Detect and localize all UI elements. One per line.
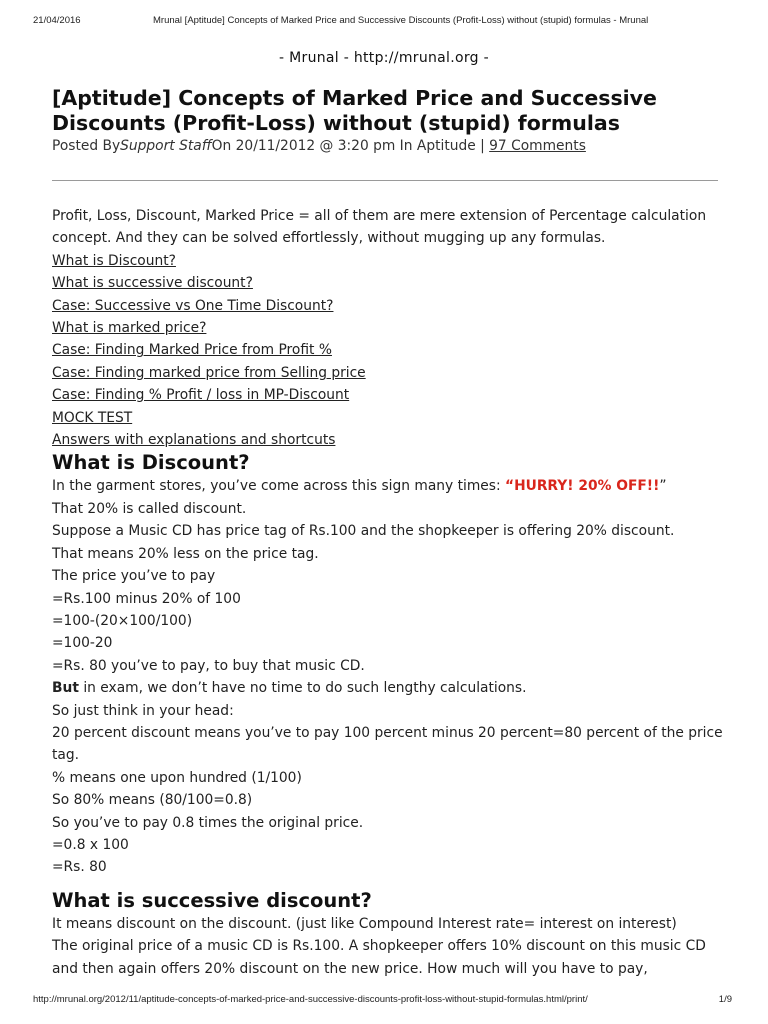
discount-line: % means one upon hundred (1/100) (52, 769, 302, 786)
but-word: But (52, 680, 79, 697)
successive-line: It means discount on the discount. (just like Compound Interest rate= interest on interest) (52, 915, 677, 932)
discount-line: The price you’ve to pay (52, 568, 216, 585)
table-of-contents (52, 250, 727, 452)
discount-line: =0.8 x 100 (52, 836, 129, 853)
toc-link-mp-from-profit[interactable]: Case: Finding Marked Price from Profit % (52, 342, 332, 359)
discount-line: So 80% means (80/100=0.8) (52, 792, 253, 809)
site-name: - Mrunal - http://mrunal.org - (279, 50, 489, 66)
intro-paragraph: Profit, Loss, Discount, Marked Price = all of them are mere extension of Percentage calculation concept. And they can be solved effortlessly, without mugging up any formulas. (52, 208, 707, 247)
discount-line: =Rs. 80 you’ve to pay, to buy that music CD. (52, 657, 365, 674)
toc-link-answers[interactable]: Answers with explanations and shortcuts (52, 432, 336, 449)
discount-line: So you’ve to pay 0.8 times the original price. (52, 814, 364, 831)
discount-line: =Rs. 80 (52, 859, 107, 876)
discount-line: =100-(20×100/100) (52, 612, 193, 629)
print-url: http://mrunal.org/2012/11/aptitude-concepts-of-marked-price-and-successive-discounts-profit-loss-without-stupid-formulas.html/print/ (33, 994, 588, 1005)
toc-link-successive-vs-one-time[interactable]: Case: Successive vs One Time Discount? (52, 297, 334, 314)
page-number: 1/9 (718, 994, 732, 1005)
discount-line: So just think in your head: (52, 702, 234, 719)
toc-link-what-is-discount[interactable]: What is Discount? (52, 252, 176, 269)
successive-line: The original price of a music CD is Rs.100. A shopkeeper offers 10% discount on this music CD and then again offers 20% discount on the new price. How much will you have to pay, (52, 938, 706, 977)
toc-link-mp-from-selling-price[interactable]: Case: Finding marked price from Selling price (52, 364, 366, 381)
sign-intro-text: In the garment stores, you’ve come across this sign many times: (52, 478, 505, 495)
toc-link-mock-test[interactable]: MOCK TEST (52, 409, 133, 426)
but-line (52, 677, 727, 699)
article-title: [Aptitude] Concepts of Marked Price and Successive Discounts (Profit-Loss) without (stupid) formulas (52, 86, 657, 135)
sign-close-quote: ” (659, 478, 667, 495)
discount-line: That 20% is called discount. (52, 500, 247, 517)
print-date: 21/04/2016 (33, 15, 81, 26)
toc-link-profit-loss-mp-discount[interactable]: Case: Finding % Profit / loss in MP-Discount (52, 387, 350, 404)
discount-sign-line (52, 475, 727, 497)
print-footer (33, 994, 732, 1008)
comments-link[interactable]: 97 Comments (489, 138, 586, 154)
sign-open-quote: “ (504, 478, 515, 495)
toc-link-successive-discount[interactable]: What is successive discount? (52, 275, 253, 292)
author-name: Support Staff (120, 138, 212, 154)
toc-link-marked-price[interactable]: What is marked price? (52, 320, 207, 337)
print-doc-title: Mrunal [Aptitude] Concepts of Marked Price and Successive Discounts (Profit-Loss) without (stupid) formulas - Mrunal (153, 15, 649, 26)
but-rest: in exam, we don’t have no time to do such lengthy calculations. (78, 680, 527, 697)
discount-line: That means 20% less on the price tag. (52, 545, 319, 562)
discount-line: =Rs.100 minus 20% of 100 (52, 590, 241, 607)
print-header (33, 15, 732, 29)
discount-line: =100-20 (52, 635, 113, 652)
post-date-category: On 20/11/2012 @ 3:20 pm In Aptitude | (211, 138, 490, 154)
divider (52, 180, 718, 181)
post-meta (52, 138, 732, 154)
heading-what-is-discount: What is Discount? (52, 451, 250, 475)
posted-by-label: Posted By (52, 138, 121, 154)
article-body (52, 205, 727, 980)
discount-line: Suppose a Music CD has price tag of Rs.100 and the shopkeeper is offering 20% discount. (52, 523, 675, 540)
discount-line: 20 percent discount means you’ve to pay 100 percent minus 20 percent=80 percent of the price tag. (52, 724, 723, 764)
heading-successive-discount: What is successive discount? (52, 888, 372, 912)
discount-sign-text: HURRY! 20% OFF!! (514, 478, 660, 495)
